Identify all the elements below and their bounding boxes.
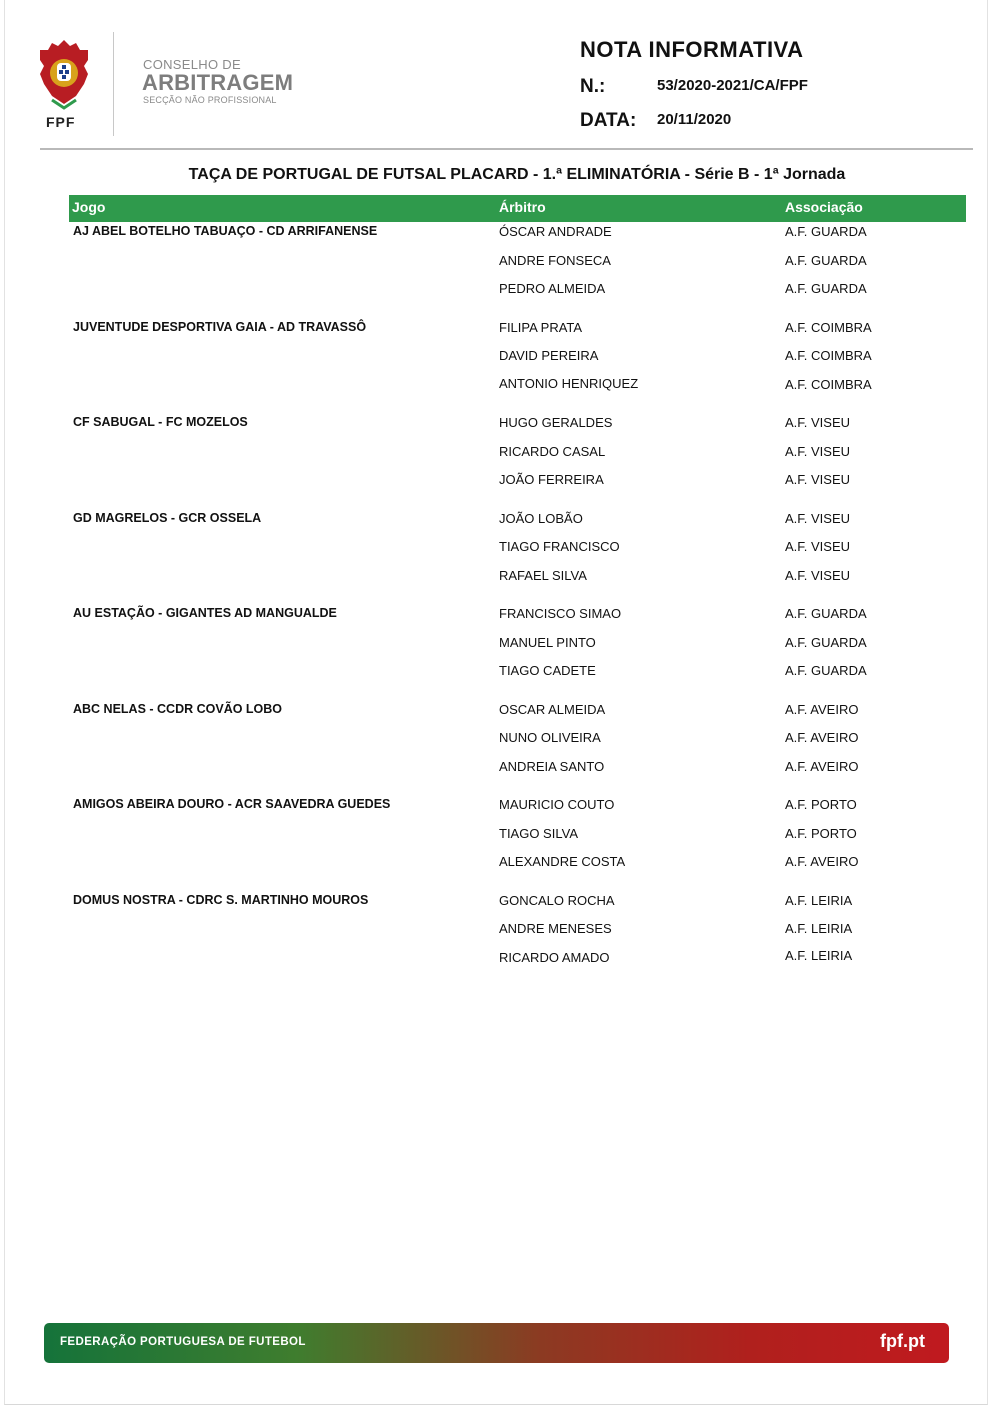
referee-name: PEDRO ALMEIDA (499, 281, 606, 296)
game-name: AJ ABEL BOTELHO TABUAÇO - CD ARRIFANENSE (73, 224, 378, 238)
referee-name: JOÃO FERREIRA (499, 472, 604, 487)
brand-label: FPF (46, 114, 76, 130)
referee-association: A.F. VISEU (785, 568, 851, 583)
referee-name: MANUEL PINTO (499, 635, 596, 650)
column-header-jogo: Jogo (72, 199, 106, 215)
referee-name: FILIPA PRATA (499, 320, 583, 335)
referee-association: A.F. LEIRIA (785, 921, 853, 936)
referee-association: A.F. COIMBRA (785, 320, 872, 335)
referee-name: ANDRE FONSECA (499, 253, 611, 268)
referee-name: DAVID PEREIRA (499, 348, 599, 363)
referee-association: A.F. COIMBRA (785, 377, 872, 392)
referee-association: A.F. PORTO (785, 826, 857, 841)
referee-association: A.F. VISEU (785, 444, 851, 459)
referee-association: A.F. LEIRIA (785, 893, 853, 908)
referee-association: A.F. GUARDA (785, 224, 867, 239)
referee-name: GONCALO ROCHA (499, 893, 615, 908)
council-line-2: ARBITRAGEM (142, 70, 294, 95)
council-line-1: CONSELHO DE (143, 57, 241, 72)
column-header-associacao: Associação (785, 199, 863, 215)
referee-association: A.F. AVEIRO (785, 730, 859, 745)
header-divider (113, 32, 114, 136)
referee-name: JOÃO LOBÃO (499, 511, 583, 526)
document-title: TAÇA DE PORTUGAL DE FUTSAL PLACARD - 1.ª ELIMINATÓRIA - Série B - 1ª Jornada (188, 166, 846, 183)
referee-name: RICARDO AMADO (499, 950, 610, 965)
council-line-3: SECÇÃO NÃO PROFISSIONAL (143, 95, 277, 105)
date-value: 20/11/2020 (657, 111, 732, 128)
referee-association: A.F. VISEU (785, 472, 851, 487)
referee-name: ANDREIA SANTO (499, 759, 605, 774)
referee-association: A.F. COIMBRA (785, 348, 872, 363)
table-header (69, 195, 966, 222)
referee-name: RAFAEL SILVA (499, 568, 587, 583)
footer-website-link[interactable]: fpf.pt (880, 1331, 925, 1351)
referee-association: A.F. GUARDA (785, 281, 867, 296)
referee-name: RICARDO CASAL (499, 444, 606, 459)
referee-name: ANTONIO HENRIQUEZ (499, 376, 639, 391)
doc-type: NOTA INFORMATIVA (580, 37, 804, 62)
game-name: DOMUS NOSTRA - CDRC S. MARTINHO MOUROS (73, 893, 369, 907)
referee-name: NUNO OLIVEIRA (499, 730, 601, 745)
referee-name: ÓSCAR ANDRADE (499, 224, 612, 239)
referee-association: A.F. LEIRIA (785, 948, 853, 963)
referee-association: A.F. GUARDA (785, 253, 867, 268)
referee-association: A.F. VISEU (785, 415, 851, 430)
referee-association: A.F. PORTO (785, 797, 857, 812)
referee-name: FRANCISCO SIMAO (499, 606, 622, 621)
footer-bar (44, 1323, 949, 1363)
referee-name: HUGO GERALDES (499, 415, 613, 430)
referee-name: TIAGO SILVA (499, 826, 578, 841)
referee-name: ALEXANDRE COSTA (499, 854, 626, 869)
referee-association: A.F. AVEIRO (785, 854, 859, 869)
footer-org-name: FEDERAÇÃO PORTUGUESA DE FUTEBOL (60, 1336, 306, 1348)
referee-name: MAURICIO COUTO (499, 797, 615, 812)
game-name: CF SABUGAL - FC MOZELOS (73, 415, 248, 429)
referee-association: A.F. VISEU (785, 539, 851, 554)
referee-association: A.F. GUARDA (785, 606, 867, 621)
referee-association: A.F. AVEIRO (785, 702, 859, 717)
game-name: JUVENTUDE DESPORTIVA GAIA - AD TRAVASSÔ (73, 320, 367, 334)
referee-association: A.F. VISEU (785, 511, 851, 526)
referee-association: A.F. GUARDA (785, 663, 867, 678)
game-name: AU ESTAÇÃO - GIGANTES AD MANGUALDE (73, 606, 337, 620)
number-value: 53/2020-2021/CA/FPF (657, 77, 808, 94)
referee-association: A.F. AVEIRO (785, 759, 859, 774)
game-name: GD MAGRELOS - GCR OSSELA (73, 511, 262, 525)
referee-name: TIAGO CADETE (499, 663, 596, 678)
referee-name: ANDRE MENESES (499, 921, 612, 936)
column-header-arbitro: Árbitro (499, 199, 546, 215)
referee-name: TIAGO FRANCISCO (499, 539, 620, 554)
header-rule (40, 148, 973, 150)
referee-association: A.F. GUARDA (785, 635, 867, 650)
game-name: AMIGOS ABEIRA DOURO - ACR SAAVEDRA GUEDES (73, 797, 391, 811)
referee-name: OSCAR ALMEIDA (499, 702, 606, 717)
date-label: DATA: (580, 110, 637, 131)
number-label: N.: (580, 76, 606, 97)
fpf-crest-icon (36, 38, 92, 110)
game-name: ABC NELAS - CCDR COVÃO LOBO (73, 702, 283, 716)
